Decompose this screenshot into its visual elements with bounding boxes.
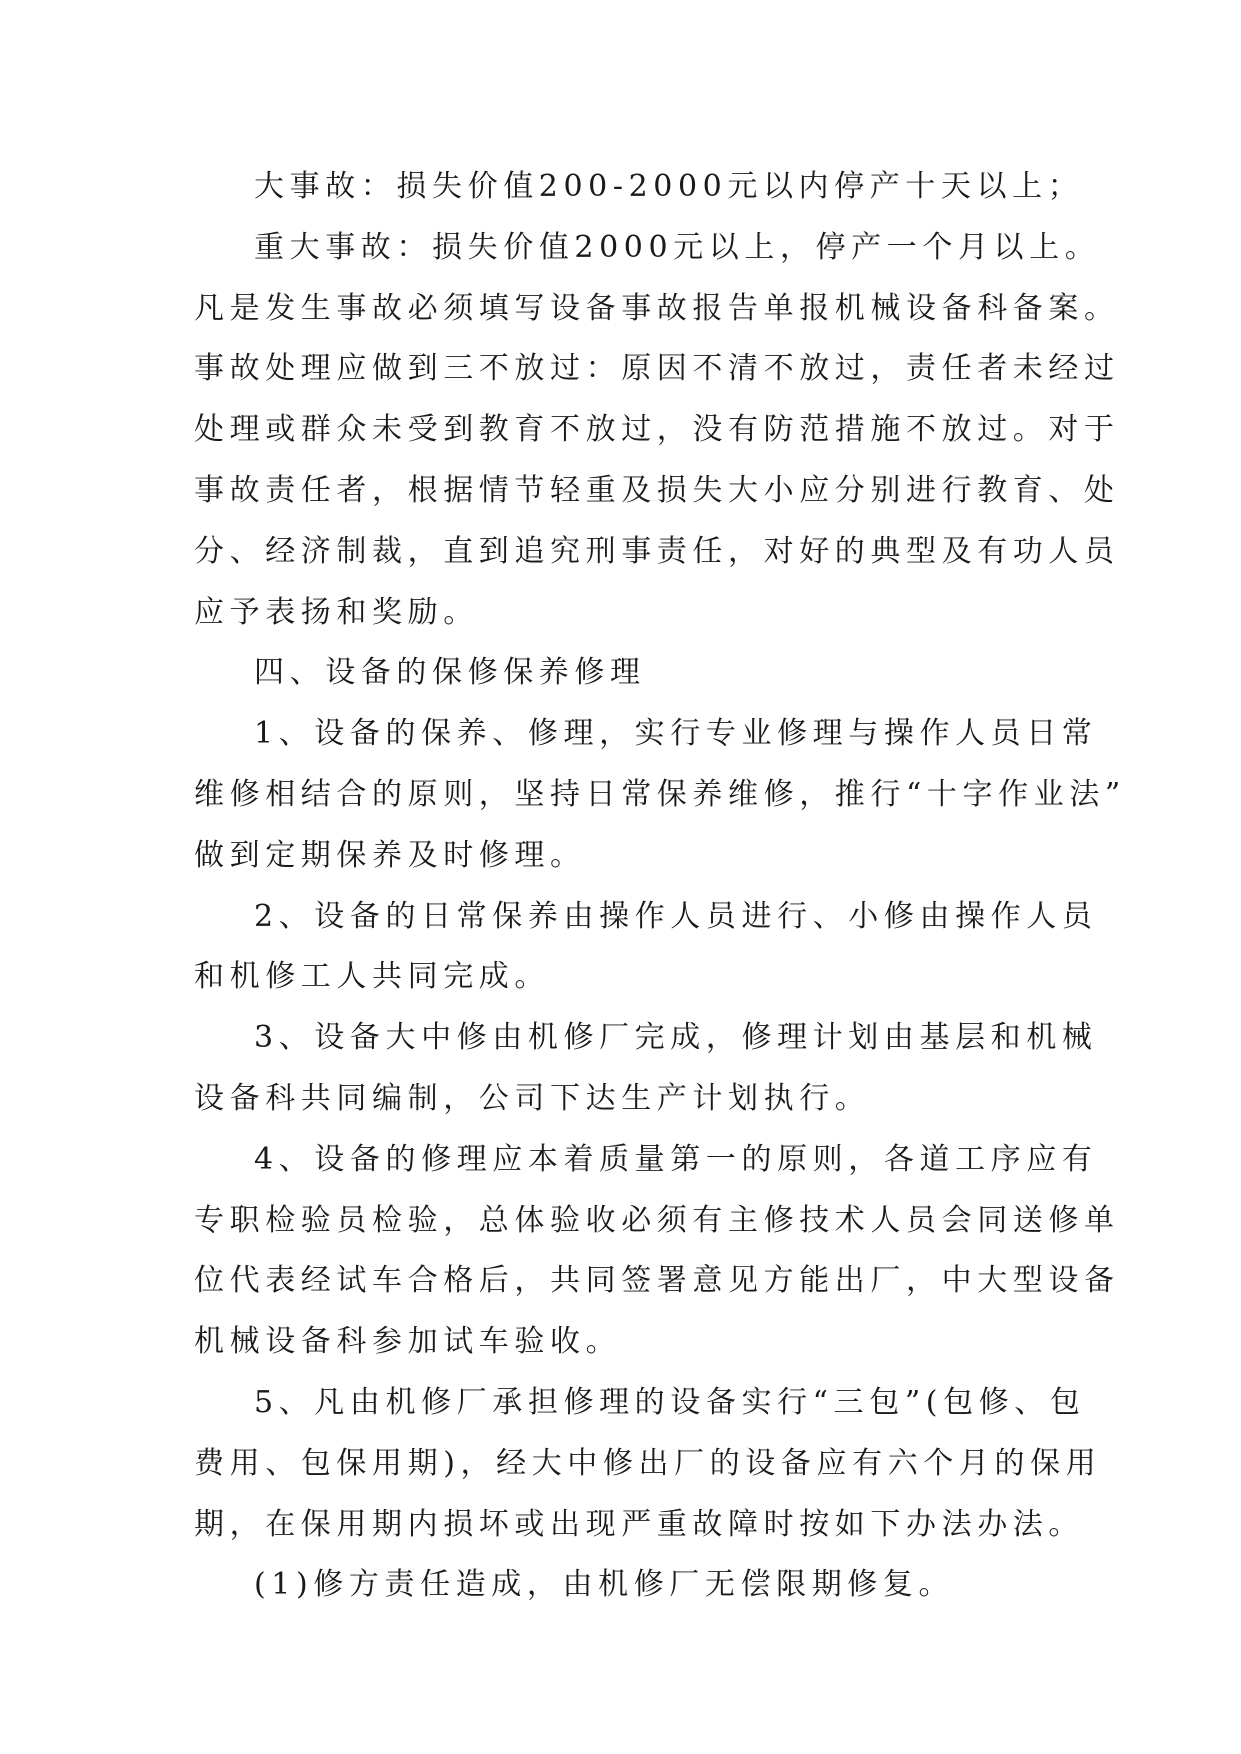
text-line: 1、设备的保养、修理，实行专业修理与操作人员日常 — [254, 716, 1098, 752]
text-line: 专职检验员检验，总体验收必须有主修技术人员会同送修单 — [194, 1202, 1120, 1238]
text-line: 费用、包保用期)，经大中修出厂的设备应有六个月的保用 — [194, 1445, 1102, 1481]
text-line: 重大事故：损失价值2000元以上，停产一个月以上。 — [254, 229, 1101, 265]
text-line: 2、设备的日常保养由操作人员进行、小修由操作人员 — [254, 898, 1098, 934]
text-line: 分、经济制裁，直到追究刑事责任，对好的典型及有功人员 — [194, 533, 1120, 569]
section-heading: 四、设备的保修保养修理 — [254, 655, 646, 691]
text-line: 事故责任者，根据情节轻重及损失大小应分别进行教育、处 — [194, 472, 1120, 508]
text-line: 大事故：损失价值200-2000元以内停产十天以上； — [254, 169, 1084, 204]
text-line: 3、设备大中修由机修厂完成，修理计划由基层和机械 — [254, 1020, 1098, 1056]
text-line: 设备科共同编制，公司下达生产计划执行。 — [194, 1080, 871, 1116]
text-line: 维修相结合的原则，坚持日常保养维修，推行“十字作业法” — [194, 776, 1126, 812]
text-line: 4、设备的修理应本着质量第一的原则，各道工序应有 — [254, 1141, 1098, 1177]
body-text — [194, 157, 1126, 1616]
text-line: 处理或群众未受到教育不放过，没有防范措施不放过。对于 — [194, 412, 1120, 448]
text-line: 5、凡由机修厂承担修理的设备实行“三包”(包修、包 — [254, 1384, 1086, 1420]
text-line: 做到定期保养及时修理。 — [194, 837, 586, 873]
text-line: (1)修方责任造成，由机修厂无偿限期修复。 — [254, 1567, 955, 1603]
text-line: 位代表经试车合格后，共同签署意见方能出厂，中大型设备 — [194, 1263, 1120, 1299]
text-line: 机械设备科参加试车验收。 — [194, 1324, 622, 1360]
text-line: 期，在保用期内损坏或出现严重故障时按如下办法办法。 — [194, 1506, 1084, 1542]
text-line: 和机修工人共同完成。 — [194, 959, 550, 995]
text-line: 事故处理应做到三不放过：原因不清不放过，责任者未经过 — [194, 351, 1120, 387]
text-line: 应予表扬和奖励。 — [194, 594, 479, 630]
text-line: 凡是发生事故必须填写设备事故报告单报机械设备科备案。 — [194, 290, 1120, 326]
